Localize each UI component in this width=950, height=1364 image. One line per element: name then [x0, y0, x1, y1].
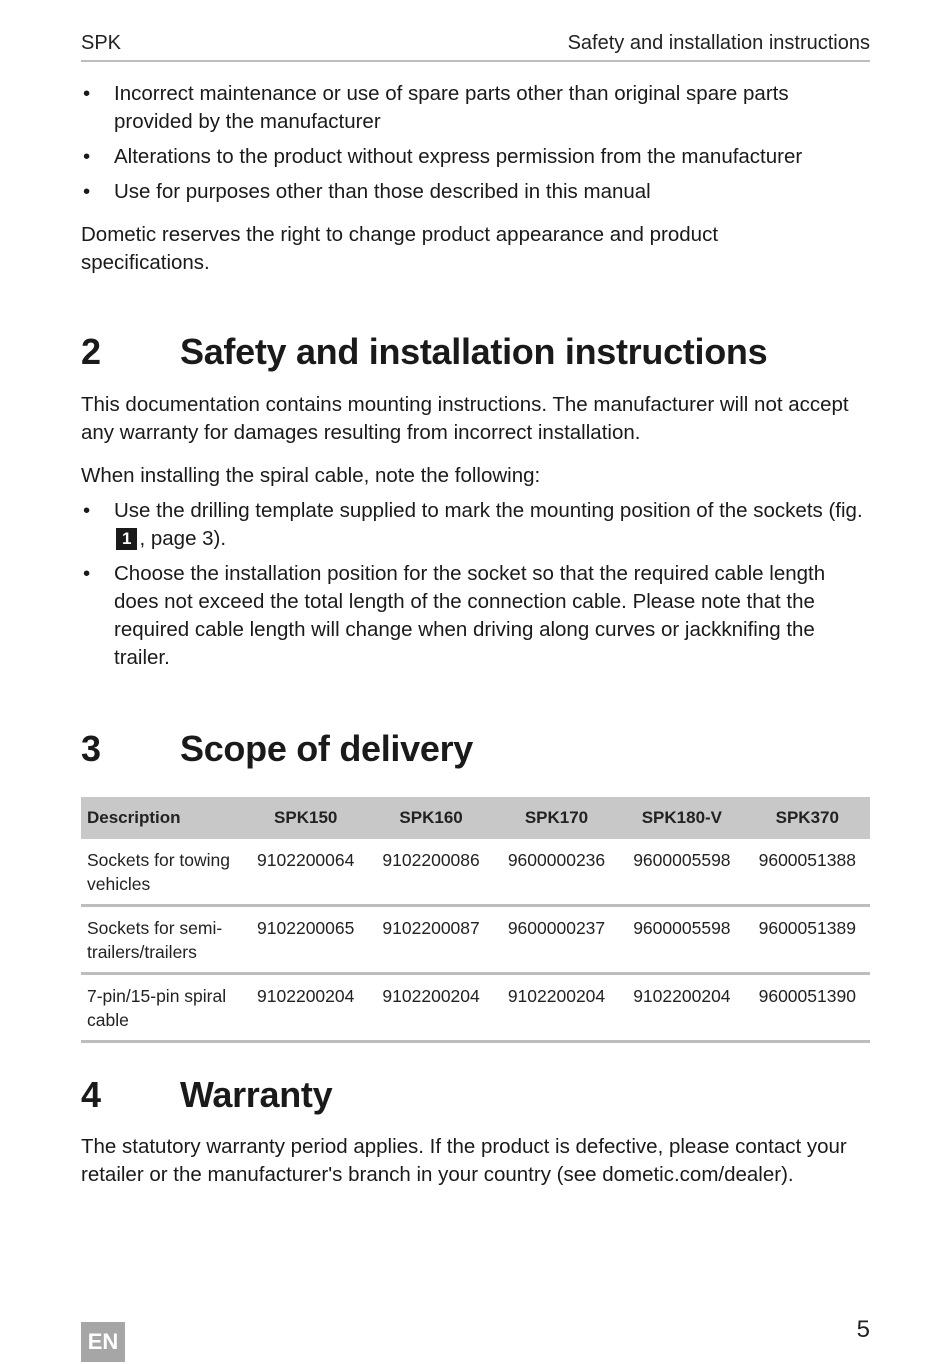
table-cell: 9600051390: [745, 974, 870, 1042]
list-item: • Alterations to the product without express permission from the manufacturer: [81, 143, 870, 171]
running-header: [81, 30, 870, 62]
section-4-paragraph: The statutory warranty period applies. If the product is defective, please contact your retailer or the manufacturer's branch in your country (see dometic.com/dealer).: [81, 1135, 847, 1186]
intro-paragraph: Dometic reserves the right to change product appearance and product specifications.: [81, 223, 719, 274]
table-cell: 9600000237: [494, 906, 619, 974]
list-item: • Use for purposes other than those described in this manual: [81, 178, 870, 206]
section-4-heading: [81, 1075, 870, 1115]
table-row: [81, 906, 870, 974]
section-2-heading: [81, 332, 870, 372]
scope-of-delivery-table: [81, 797, 870, 1043]
table-cell: 9600051389: [745, 906, 870, 974]
list-item: • Choose the installation position for the socket so that the required cable length does not exceed the total length of the connection cable. Please note that the required cable length will change when driving along curves or jackknifing the trailer.: [81, 560, 870, 672]
figure-reference-badge: 1: [116, 528, 137, 550]
table-cell: 9102200204: [243, 974, 368, 1042]
section-number: 3: [81, 728, 101, 769]
table-cell: 9600051388: [745, 839, 870, 906]
section-title: Warranty: [180, 1074, 333, 1115]
table-cell: 9102200086: [368, 839, 493, 906]
table-cell: Sockets for semi-trailers/trailers: [81, 906, 243, 974]
section-title: Scope of delivery: [180, 728, 474, 769]
intro-bullet-list: [81, 80, 870, 213]
section-number: 4: [81, 1074, 101, 1115]
bullet-text: , page 3).: [139, 527, 227, 550]
column-header: SPK180-V: [619, 797, 744, 839]
table-cell: 9102200204: [619, 974, 744, 1042]
list-item: • Incorrect maintenance or use of spare parts other than original spare parts provided by the manufacturer: [81, 80, 870, 136]
column-header: SPK160: [368, 797, 493, 839]
table-cell: 9600000236: [494, 839, 619, 906]
column-header: SPK150: [243, 797, 368, 839]
table-cell: 9600005598: [619, 906, 744, 974]
table-cell: 7-pin/15-pin spiral cable: [81, 974, 243, 1042]
section-title: Safety and installation instructions: [180, 331, 768, 372]
header-product-code: SPK: [81, 32, 122, 54]
column-header: SPK170: [494, 797, 619, 839]
table-cell: 9102200064: [243, 839, 368, 906]
list-item: [81, 497, 870, 553]
section-2-paragraph-1: This documentation contains mounting instructions. The manufacturer will not accept any warranty for damages resulting from incorrect installation.: [81, 393, 849, 444]
table-cell: 9102200065: [243, 906, 368, 974]
column-header: Description: [81, 797, 243, 839]
table-cell: 9600005598: [619, 839, 744, 906]
table-row: [81, 839, 870, 906]
page-number: 5: [856, 1316, 870, 1343]
table-cell: 9102200087: [368, 906, 493, 974]
language-badge: EN: [81, 1322, 125, 1362]
table-cell: 9102200204: [494, 974, 619, 1042]
section-2-paragraph-2: When installing the spiral cable, note the following:: [81, 464, 541, 487]
table-cell: Sockets for towing vehicles: [81, 839, 243, 906]
header-chapter-title: Safety and installation instructions: [567, 32, 870, 54]
section-number: 2: [81, 331, 101, 372]
table-header-row: [81, 797, 870, 839]
table-cell: 9102200204: [368, 974, 493, 1042]
column-header: SPK370: [745, 797, 870, 839]
bullet-text: Use the drilling template supplied to mark the mounting position of the sockets (fig.: [114, 499, 863, 522]
section-2-bullet-list: [81, 497, 870, 679]
section-3-heading: [81, 729, 870, 769]
table-row: [81, 974, 870, 1042]
